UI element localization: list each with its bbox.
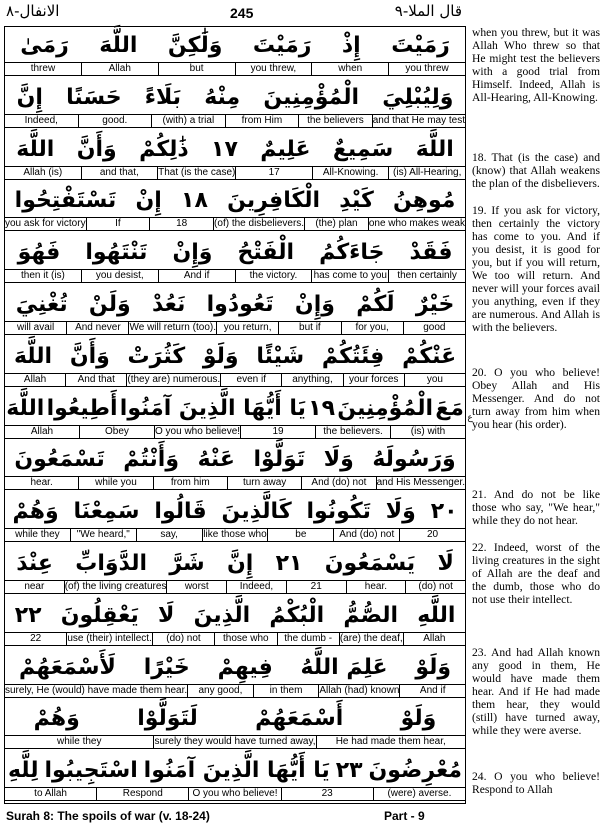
page-number: 245	[230, 5, 254, 21]
gloss-cell: We will return (too).	[129, 322, 216, 333]
arabic-word: وَلَنْ	[88, 292, 131, 317]
gloss-cell: 18	[149, 218, 213, 230]
arabic-line	[5, 495, 465, 528]
arabic-word: سَمِعْنَا	[73, 499, 140, 525]
surah-name-arabic: الانفال-٨	[6, 2, 60, 20]
gloss-cell: "We heard,"	[70, 529, 136, 541]
arabic-line	[5, 443, 465, 476]
footer-part: Part - 9	[384, 809, 425, 823]
arabic-word: حَسَنًا	[66, 84, 122, 110]
gloss-cell: (do) not	[405, 581, 465, 593]
gloss-cell: And (do) not	[301, 477, 375, 489]
verse-row	[5, 651, 465, 698]
gloss-cell: your forces	[343, 374, 404, 386]
arabic-word: خَيْرٌ	[415, 292, 455, 317]
arabic-word: أَطِيعُوا	[46, 395, 118, 421]
arabic-word: وَلَٰكِنَّ	[167, 33, 223, 58]
gloss-cell: worst	[166, 581, 226, 593]
arabic-line	[5, 547, 465, 580]
verse-row	[5, 547, 465, 594]
arabic-word: يَعْقِلُونَ	[60, 602, 139, 628]
gloss-cell: say,	[136, 529, 202, 541]
gloss-cell: (with) a trial	[151, 115, 225, 127]
arabic-word: يَا أَيُّهَا الَّذِينَ آمَنُوا	[143, 758, 330, 784]
arabic-word: كَثُرَتْ	[127, 343, 186, 369]
gloss-cell: Allah	[23, 373, 47, 385]
arabic-word: تَعُودُوا	[206, 292, 274, 317]
gloss-cell: be	[267, 529, 333, 541]
gloss-cell: All-Knowing.	[312, 167, 389, 179]
verse-row	[5, 236, 465, 283]
gloss-cell: And that	[65, 374, 126, 386]
gloss-cell: (they are) numerous.	[127, 373, 221, 385]
arabic-word: ١٧	[211, 136, 238, 162]
arabic-word: ٢٢	[14, 602, 42, 628]
arabic-line	[5, 392, 465, 425]
arabic-word: وَلِيُبْلِيَ	[382, 84, 454, 110]
arabic-word: تَوَلَّوْا	[253, 447, 306, 473]
gloss-cell: (of) the living creatures	[64, 581, 167, 592]
arabic-word: الْمُؤْمِنِينَ	[263, 84, 360, 110]
english-gloss-line	[5, 62, 465, 76]
arabic-word: تَكُونُوا	[306, 499, 371, 525]
juz-name-arabic: قال الملا-٩	[394, 2, 462, 20]
english-gloss-line	[5, 114, 465, 128]
arabic-word: يَسْمَعُونَ	[324, 551, 416, 576]
translation-paragraph: 19. If you ask for victory, then certainly the victory has come to you. And if you desist, it is good for you, but if you will return, We too will return. And never will your forces avail you anything, even if they are numerous. And Allah is with the believers.	[472, 204, 600, 334]
gloss-cell: those who	[214, 633, 276, 645]
arabic-word: وَإِنْ	[172, 240, 213, 266]
gloss-cell: the dumb -	[277, 633, 339, 645]
gloss-cell: 22	[30, 632, 42, 644]
arabic-line	[5, 288, 465, 321]
verse-row	[5, 288, 465, 335]
gloss-cell: (of) the disbelievers.	[214, 218, 305, 230]
arabic-word: فِئَتُكُمْ	[321, 343, 385, 369]
arabic-word: لِلَّهِ	[7, 758, 39, 784]
english-gloss-line	[5, 580, 465, 594]
arabic-line	[5, 29, 465, 62]
gloss-cell: from him	[153, 477, 227, 489]
gloss-cell: you ask for victory	[4, 218, 86, 230]
english-gloss-line	[5, 735, 465, 749]
arabic-word: وَلَوْ	[202, 343, 239, 369]
arabic-word: تَنْتَهُوا	[85, 240, 148, 266]
verse-row	[5, 29, 465, 76]
arabic-word: الدَّوَابِّ	[75, 551, 148, 576]
gloss-cell: (is) All-Hearing,	[388, 167, 465, 179]
gloss-cell: Allah	[403, 633, 465, 645]
verse-row	[5, 340, 465, 387]
arabic-word: الَّذِينَ	[193, 602, 251, 628]
arabic-word: بَلَاءً	[144, 84, 182, 110]
arabic-word: وَلَا	[385, 499, 416, 525]
arabic-word: وَرَسُولَهُ	[372, 447, 456, 473]
arabic-word: مُعْرِضُونَ	[368, 758, 463, 784]
english-gloss-line	[5, 632, 465, 646]
gloss-cell: and that He may test	[372, 114, 465, 126]
arabic-word: اللَّهَ	[99, 33, 138, 58]
arabic-word: قَالُوا	[154, 499, 207, 525]
gloss-cell: will avail	[16, 322, 55, 333]
gloss-cell: one who makes weak	[368, 218, 465, 230]
gloss-cell: and His Messenger.	[376, 477, 465, 489]
gloss-cell: And (do) not	[333, 529, 399, 541]
arabic-line	[5, 133, 465, 166]
gloss-cell: even if	[220, 374, 281, 386]
gloss-cell: Allah	[81, 63, 158, 75]
gloss-cell: hear.	[346, 581, 406, 593]
arabic-word: نَعُدْ	[151, 292, 186, 317]
arabic-word: عِنْدَ	[16, 551, 53, 576]
arabic-word: الْبُكْمُ	[269, 602, 325, 628]
verse-row	[5, 702, 465, 749]
english-gloss-line	[5, 269, 465, 283]
gloss-cell: (are) the deaf,	[339, 632, 403, 644]
gloss-cell: surely they would have turned away,	[154, 736, 316, 748]
gloss-cell: Allah (is)	[23, 166, 63, 178]
gloss-cell: has come to you	[311, 270, 388, 282]
gloss-cell: good.	[78, 115, 152, 127]
english-gloss-line	[5, 787, 465, 801]
arabic-word: عَلِمَ اللَّهُ	[300, 654, 388, 680]
arabic-word: الْفَتْحُ	[237, 240, 295, 266]
arabic-word: لَا	[437, 551, 454, 576]
arabic-word: فِيهِمْ	[217, 654, 273, 680]
english-gloss-line	[5, 373, 465, 387]
arabic-word: سَمِيعٌ	[332, 136, 394, 162]
english-gloss-line	[5, 684, 465, 698]
arabic-word: يَا أَيُّهَا الَّذِينَ آمَنُوا	[119, 395, 306, 421]
gloss-cell: threw	[30, 63, 56, 74]
arabic-word: إِنْ	[135, 188, 162, 214]
arabic-word: رَمَيْتَ	[391, 33, 450, 58]
arabic-word: رَمَىٰ	[20, 33, 69, 58]
gloss-cell: O you who believe!	[188, 788, 280, 800]
gloss-cell: like those who	[203, 529, 267, 541]
gloss-cell: you	[404, 374, 465, 386]
arabic-word: وَلَوْ	[400, 706, 437, 732]
arabic-word: ١٩	[308, 395, 336, 421]
gloss-cell: when	[311, 63, 388, 75]
translation-paragraph: 23. And had Allah known any good in them, He would have made them hear. And if He had made them hear, they would (still) have turned away, while they were averse.	[472, 646, 600, 737]
english-gloss-line	[5, 425, 465, 439]
arabic-word: ذَٰلِكُمْ	[139, 136, 189, 162]
gloss-cell: Indeed,	[226, 581, 286, 593]
gloss-cell: Respond	[96, 788, 188, 800]
gloss-cell: 23	[281, 788, 373, 800]
gloss-cell: while you	[78, 477, 152, 489]
verse-row	[5, 495, 465, 542]
arabic-word: عَنْهُ	[197, 447, 235, 473]
gloss-cell: Allah	[30, 425, 54, 437]
gloss-cell: then certainly	[388, 270, 465, 282]
english-gloss-line	[5, 217, 465, 231]
gloss-cell: 17	[235, 167, 312, 179]
gloss-cell: 20	[399, 529, 465, 541]
arabic-word: شَرَّ	[169, 551, 205, 576]
arabic-word: الْكَافِرِينَ	[227, 188, 321, 214]
gloss-cell: (do) not	[152, 633, 214, 645]
arabic-word: جَاءَكُمُ	[319, 240, 385, 266]
arabic-word: شَيْئًا	[256, 343, 305, 369]
arabic-word: خَيْرًا	[143, 654, 190, 680]
gloss-cell: for you,	[341, 322, 403, 334]
gloss-cell: and that,	[81, 167, 158, 179]
gloss-cell: you desist,	[81, 270, 158, 282]
arabic-word: لَتَوَلَّوْا	[137, 706, 198, 732]
gloss-cell: use (their) intellect.	[67, 632, 152, 644]
arabic-word: وَلَا	[323, 447, 354, 473]
arabic-word: إِنَّ	[16, 84, 43, 110]
verse-row	[5, 443, 465, 490]
arabic-word: ٢٣	[335, 758, 363, 784]
arabic-word: وَأَنَّ	[76, 136, 117, 162]
arabic-word: فَقَدْ	[409, 240, 453, 266]
gloss-cell: If	[86, 218, 150, 230]
gloss-cell: good	[403, 322, 465, 334]
translation-paragraph: 22. Indeed, worst of the living creatures in the sight of Allah are the deaf and the dumb, those who do not use their intellect.	[472, 541, 600, 606]
english-gloss-line	[5, 321, 465, 335]
gloss-cell: hear.	[30, 477, 53, 489]
gloss-cell: (the) plan	[304, 218, 368, 230]
gloss-cell: the believers.	[315, 426, 390, 438]
gloss-cell: (is) with	[390, 426, 465, 438]
gloss-cell: And if	[158, 270, 235, 282]
gloss-cell: Indeed,	[24, 114, 58, 126]
gloss-cell: (were) averse.	[373, 788, 465, 800]
gloss-cell: the believers	[298, 115, 372, 127]
arabic-word: وَأَنْتُمْ	[123, 447, 180, 473]
arabic-word: مِنْهُ	[204, 84, 241, 110]
gloss-cell: while they	[15, 529, 60, 541]
translation-paragraph: 20. O you who believe! Obey Allah and His Messenger. And do not turn away from him when you hear (his order).	[472, 366, 600, 431]
translation-paragraph: 24. O you who believe! Respond to Allah	[472, 770, 600, 796]
gloss-cell: turn away	[227, 477, 301, 489]
gloss-cell: in them	[253, 685, 319, 697]
arabic-word: اللَّهَ	[16, 136, 55, 162]
gloss-cell: 19	[240, 426, 315, 438]
arabic-line	[5, 81, 465, 114]
arabic-line	[5, 340, 465, 373]
gloss-cell: near	[24, 581, 45, 592]
gloss-cell: surely, He (would) have made them hear.	[5, 684, 188, 696]
arabic-word: لَكُمْ	[356, 292, 395, 317]
arabic-line	[5, 702, 465, 735]
gloss-cell: but if	[278, 322, 340, 334]
gloss-cell: to Allah	[34, 788, 67, 800]
gloss-cell: any good,	[187, 685, 253, 697]
arabic-word: لَا	[158, 602, 175, 628]
arabic-word: أَسْمَعَهُمْ	[255, 706, 344, 732]
gloss-cell: then it (is)	[20, 270, 65, 282]
gloss-cell: O you who believe!	[154, 425, 241, 437]
arabic-word: إِذْ	[341, 33, 361, 58]
arabic-line	[5, 754, 465, 787]
english-gloss-line	[5, 476, 465, 490]
gloss-cell: That (is the case)	[158, 166, 236, 178]
gloss-cell: And if	[399, 685, 465, 697]
arabic-line	[5, 184, 465, 217]
arabic-word: اللَّهَ	[415, 136, 454, 162]
gloss-cell: 21	[286, 581, 346, 593]
english-gloss-line	[5, 528, 465, 542]
gloss-cell: And never	[66, 322, 128, 334]
arabic-word: وَهُمْ	[33, 706, 80, 732]
gloss-cell: but	[158, 63, 235, 75]
arabic-word: الْمُؤْمِنِينَ	[337, 395, 433, 421]
arabic-line	[5, 651, 465, 684]
arabic-word: ١٨	[181, 188, 208, 214]
translation-paragraph: 21. And do not be like those who say, "We hear," while they do not hear.	[472, 488, 600, 527]
gloss-cell: you threw,	[235, 63, 312, 75]
verse-row	[5, 599, 465, 646]
gloss-cell: you threw	[388, 63, 465, 75]
arabic-word: كَيْدِ	[339, 188, 374, 214]
verse-row	[5, 184, 465, 231]
arabic-word: اللَّهَ	[13, 343, 53, 369]
gloss-cell: Allah (had) known	[319, 684, 400, 696]
arabic-word: اسْتَجِيبُوا	[44, 758, 138, 784]
arabic-word: كَالَّذِينَ	[221, 499, 292, 525]
ruku-marker: ع	[467, 413, 473, 423]
translation-paragraph: 18. That (is the case) and (know) that Allah weakens the plan of the disbelievers.	[472, 151, 600, 190]
gloss-cell: the victory.	[235, 270, 312, 282]
footer-surah-title: Surah 8: The spoils of war (v. 18-24)	[6, 809, 210, 823]
gloss-cell: Obey	[79, 426, 154, 438]
english-gloss-line	[5, 166, 465, 180]
translation-paragraph: when you threw, but it was Allah Who threw so that He might test the believers with a good trial from Himself. Indeed, Allah is All-Hearing, All-Knowing.	[472, 26, 600, 104]
arabic-word: وَلَوْ	[415, 654, 452, 680]
arabic-word: ٢١	[275, 551, 303, 576]
gloss-cell: from Him	[225, 115, 299, 127]
word-by-word-grid	[4, 26, 466, 804]
arabic-word: عَلِيمٌ	[260, 136, 311, 162]
arabic-word: مُوهِنُ	[392, 188, 456, 214]
gloss-cell: you return,	[216, 322, 278, 334]
arabic-word: وَإِنْ	[294, 292, 335, 317]
arabic-word: إِنَّ	[227, 551, 254, 576]
arabic-word: فَهُوَ	[17, 240, 61, 266]
arabic-line	[5, 599, 465, 632]
arabic-line	[5, 236, 465, 269]
arabic-word: ٢٠	[430, 499, 458, 525]
verse-row	[5, 392, 465, 439]
arabic-word: رَمَيْتَ	[252, 33, 312, 58]
arabic-word: تَسْتَفْتِحُوا	[14, 188, 117, 214]
verse-row	[5, 81, 465, 128]
arabic-word: وَأَنَّ	[69, 343, 110, 369]
arabic-word: وَهُمْ	[12, 499, 59, 525]
arabic-word: مَعَ	[435, 395, 464, 421]
gloss-cell: while they	[57, 736, 102, 748]
arabic-word: تُغْنِيَ	[15, 292, 68, 317]
arabic-word: الصُّمُّ	[343, 602, 399, 628]
verse-row	[5, 754, 465, 801]
gloss-cell: anything,	[281, 374, 342, 386]
arabic-word: اللَّهِ	[417, 602, 456, 628]
translation-column	[472, 26, 600, 804]
arabic-word: لَأَسْمَعَهُمْ	[18, 654, 116, 680]
gloss-cell: He had made them hear,	[316, 736, 466, 748]
arabic-word: تَسْمَعُونَ	[14, 447, 105, 473]
page-header	[4, 2, 598, 22]
arabic-word: عَنْكُمْ	[402, 343, 457, 369]
verse-row	[5, 133, 465, 180]
arabic-word: اللَّهَ	[6, 395, 45, 421]
